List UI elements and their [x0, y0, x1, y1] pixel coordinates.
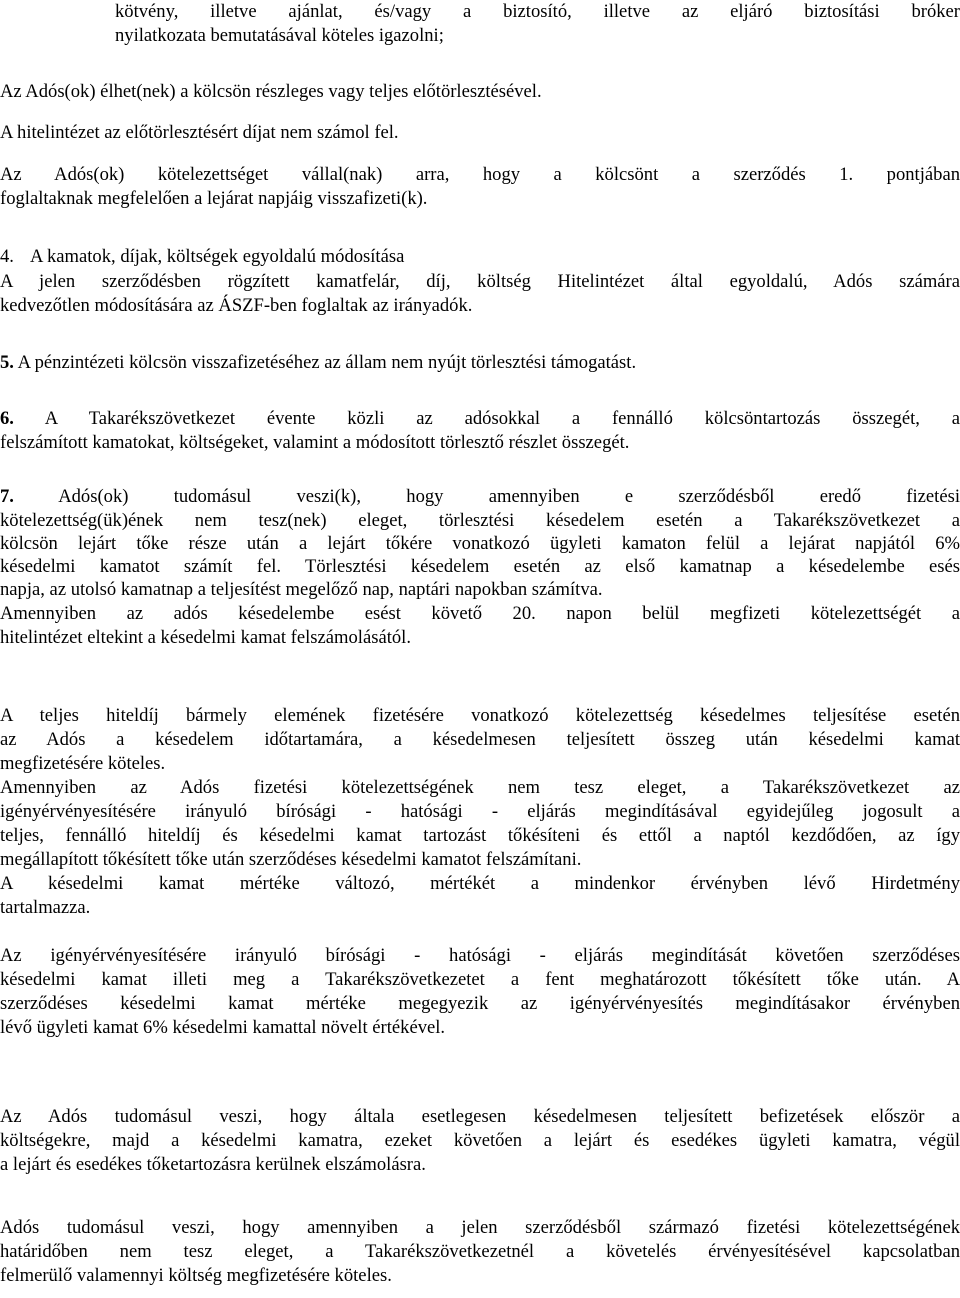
fees-line: felmerülő valamennyi költség megfizetésére köteles. — [0, 1265, 392, 1286]
section-4-line: kedvezőtlen módosítására az ÁSZF-ben foglaltak az irányadók. — [0, 295, 473, 316]
settlement-line: Az Adós tudomásul veszi, hogy általa esetlegesen késedelmesen teljesített befizetések először a — [0, 1106, 960, 1127]
prepayment-fee-paragraph: A hitelintézet az előtörlesztésért díjat nem számol fel. — [0, 122, 399, 143]
section-4-number: 4. — [0, 246, 14, 267]
cost-line: A teljes hiteldíj bármely elemének fizetésére vonatkozó kötelezettség késedelmes teljesítése esetén — [0, 705, 960, 726]
section-7-line: napja, az utolsó kamatnap a teljesítést megelőző nap, naptári napokban számítva. — [0, 579, 603, 600]
section-4-line: A jelen szerződésben rögzített kamatfelár, díj, költség Hitelintézet által egyoldalú, Adós számára — [0, 271, 960, 292]
cost-line: az Adós a késedelem időtartamára, a késedelmesen teljesített összeg után késedelmi kamat — [0, 729, 960, 750]
section-7-line: kölcsön lejárt tőke része után a lejárt tőkére vonatkozó ügyleti kamaton felül a lejárat napjától 6% — [0, 533, 960, 554]
prepayment-paragraph: Az Adós(ok) élhet(nek) a kölcsön részleges vagy teljes előtörlesztésével. — [0, 81, 542, 102]
section-4-title: A kamatok, díjak, költségek egyoldalú módosítása — [29, 246, 405, 267]
cost-line: Amennyiben az Adós fizetési kötelezettségének nem tesz eleget, a Takarékszövetkezet az — [0, 777, 960, 798]
section-6-number: 6. — [0, 408, 14, 429]
repayment-line: Az Adós(ok) kötelezettséget vállal(nak) arra, hogy a kölcsönt a szerződés 1. pontjában — [0, 164, 960, 185]
intro-line: kötvény, illetve ajánlat, és/vagy a biztosító, illetve az eljáró biztosítási bróker — [115, 1, 960, 22]
fees-line: Adós tudomásul veszi, hogy amennyiben a jelen szerződésből származó fizetési kötelezettségének — [0, 1217, 960, 1238]
section-6-line: felszámított kamatokat, költségeket, valamint a módosított törlesztő részlet összegét. — [0, 432, 630, 453]
cost-line: A késedelmi kamat mértéke változó, mértékét a mindenkor érvényben lévő Hirdetmény — [0, 873, 960, 894]
repayment-line: foglaltaknak megfelelően a lejárat napjáig visszafizeti(k). — [0, 188, 428, 209]
fees-line: határidőben nem tesz eleget, a Takarékszövetkezetnél a követelés érvényesítésével kapcsolatban — [0, 1241, 960, 1262]
cost-line: megállapított tőkésített tőke után szerződéses késedelmi kamatot felszámítani. — [0, 849, 582, 870]
cost-line: igényérvényesítésére irányuló bírósági - hatósági - eljárás megindításával egyidejűleg jogosult a — [0, 801, 960, 822]
section-5-paragraph — [0, 351, 636, 374]
section-7-line: hitelintézet eltekint a késedelmi kamat felszámolásától. — [0, 627, 411, 648]
section-7-number: 7. — [0, 486, 14, 507]
cost-line: megfizetésére köteles. — [0, 753, 166, 774]
section-7-line: kötelezettség(ük)ének nem tesz(nek) eleget, törlesztési késedelem esetén a Takarékszövetkezet a — [0, 510, 960, 531]
section-7-line: 7. Adós(ok) tudomásul veszi(k), hogy amennyiben e szerződésből eredő fizetési — [0, 486, 960, 507]
cost-line: teljes, fennálló hiteldíj és késedelmi kamat tartozást tőkésíteni és ettől a naptól kezdődően, az így — [0, 825, 960, 846]
section-7-line: Amennyiben az adós késedelembe esést követő 20. napon belül megfizeti kötelezettségét a — [0, 603, 960, 624]
section-4-heading — [0, 245, 404, 268]
intro-line: nyilatkozata bemutatásával köteles igazolni; — [115, 25, 444, 46]
settlement-line: költségekre, majd a késedelmi kamatra, ezeket követően a lejárt és esedékes ügyleti kamatra, végül — [0, 1130, 960, 1151]
claim-line: szerződéses késedelmi kamat mértéke megegyezik az igényérvényesítés megindításakor érvényben — [0, 993, 960, 1014]
section-5-number: 5. — [0, 352, 14, 373]
claim-line: Az igényérvényesítésére irányuló bírósági - hatósági - eljárás megindítását követően szerződéses — [0, 945, 960, 966]
settlement-line: a lejárt és esedékes tőketartozásra kerülnek elszámolásra. — [0, 1154, 426, 1175]
section-7-line: késedelmi kamatot számít fel. Törlesztési késedelem esetén az első kamatnap a késedelembe esés — [0, 556, 960, 577]
cost-line: tartalmazza. — [0, 897, 91, 918]
section-6-line: 6. A Takarékszövetkezet évente közli az adósokkal a fennálló kölcsöntartozás összegét, a — [0, 408, 960, 429]
claim-line: késedelmi kamat illeti meg a Takarékszövetkezetet a fent meghatározott tőkésített tőke után. A — [0, 969, 960, 990]
claim-line: lévő ügyleti kamat 6% késedelmi kamattal növelt értékével. — [0, 1017, 446, 1038]
section-5-text: A pénzintézeti kölcsön visszafizetéséhez az állam nem nyújt törlesztési támogatást. — [13, 352, 637, 373]
